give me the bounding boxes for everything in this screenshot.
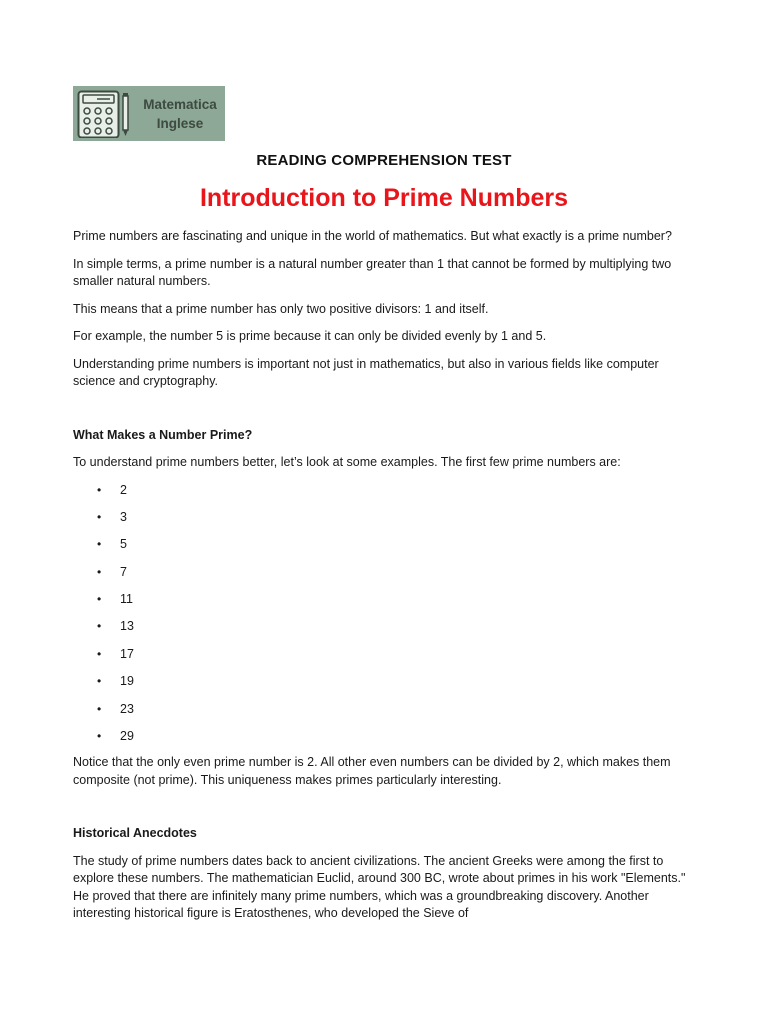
list-item: • 19 [73,673,698,700]
matematica-inglese-logo [73,86,225,141]
even-prime-paragraph: Notice that the only even prime number is 2. All other even numbers can be divided by 2, which makes them composite (not prime). This uniqueness makes primes particularly interesting. [73,755,671,787]
list-item: • 13 [73,618,698,645]
prime-lead-paragraph: To understand prime numbers better, let’s look at some examples. The first few prime numbers are: [73,455,621,469]
logo-line-1: Matematica [143,97,217,112]
list-item: • 23 [73,701,698,728]
calculator-pencil-icon [77,90,133,138]
intro-paragraph-1: Prime numbers are fascinating and unique in the world of mathematics. But what exactly is a prime number? [73,229,672,243]
test-label: READING COMPREHENSION TEST [256,152,512,169]
list-item: • 7 [73,564,698,591]
list-item: • 11 [73,591,698,618]
list-item: • 29 [73,728,698,754]
section-heading-prime: What Makes a Number Prime? [73,427,253,442]
logo-text [137,95,223,133]
intro-paragraph-5: Understanding prime numbers is important not just in mathematics, but also in various fields like computer science and cryptography. [73,356,659,388]
page-title: Introduction to Prime Numbers [199,184,569,212]
intro-paragraph-3: This means that a prime number has only two positive divisors: 1 and itself. [73,301,489,316]
intro-paragraph-2: In simple terms, a prime number is a natural number greater than 1 that cannot be formed by multiplying two smaller natural numbers. [73,256,672,288]
list-item: • 5 [73,536,698,563]
logo-line-2: Inglese [156,116,204,131]
prime-number-list [73,482,698,755]
document-body [73,228,698,933]
history-paragraph: The study of prime numbers dates back to ancient civilizations. The ancient Greeks were among the first to explore these numbers. The mathematician Euclid, around 300 BC, wrote about primes in his work "Elements." He proved that there are infinitely many prime numbers, which was a groundbreaking discovery. Another interesting historical figure is Eratosthenes, who developed the Sieve of [73,853,686,921]
list-item: • 17 [73,646,698,673]
intro-paragraph-4: For example, the number 5 is prime because it can only be divided evenly by 1 and 5. [73,329,547,343]
list-item: • 2 [73,482,698,509]
section-heading-history: Historical Anecdotes [73,826,197,841]
list-item: • 3 [73,509,698,536]
